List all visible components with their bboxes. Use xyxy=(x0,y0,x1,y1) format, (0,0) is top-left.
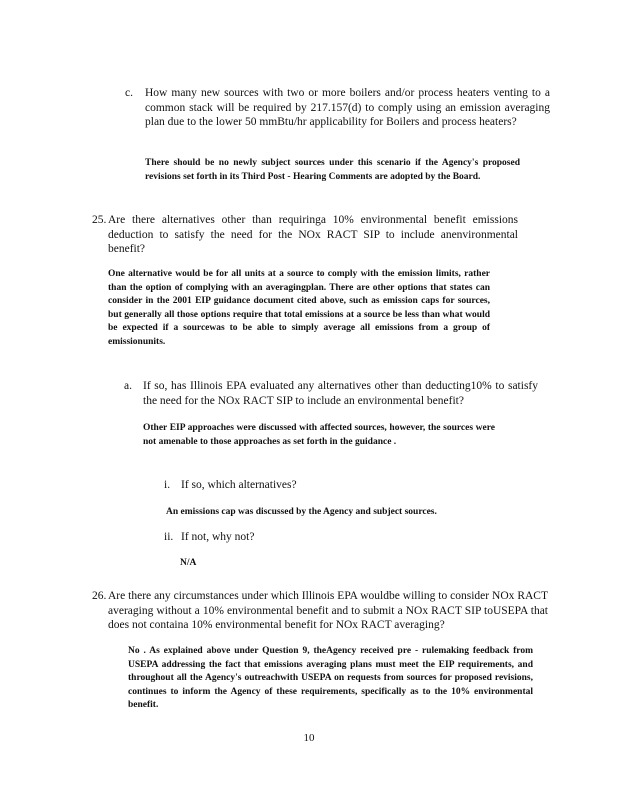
answer-25: One alternative would be for all units at a source to comply with the emission limits, rather than the option of complying with an averagingplan. There are other options that states can consider in the 2001 EIP guidance document cited above, such as emission caps for sources, but generally all those options require that total emissions at a source be less than what would be expected if a sourcewas to be able to simply average all emissions from a group of emissionunits. xyxy=(108,269,490,347)
answer-c: There should be no newly subject sources under this scenario if the Agency's proposed revisions set forth in its Third Post - Hearing Comments are adopted by the Board. xyxy=(145,158,520,182)
question-25a-marker: a. xyxy=(124,380,132,392)
question-26-marker: 26. xyxy=(92,590,107,602)
question-25a-ii-text: If not, why not? xyxy=(181,531,255,543)
answer-26: No . As explained above under Question 9, theAgency received pre - rulemaking feedback from USEPA addressing the fact that emissions averaging plans must meet the EIP requirements, and throughout all the Agency's outreachwith USEPA on requests from sources for proposed revisions, continues to inform the Agency of these requirements, specifically as to the 10% environmental benefit. xyxy=(128,646,533,710)
question-25-marker: 25. xyxy=(92,214,107,226)
question-25a-i xyxy=(164,478,381,493)
answer-25a-ii: N/A xyxy=(180,558,197,568)
answer-25a-i: An emissions cap was discussed by the Agency and subject sources. xyxy=(166,507,437,517)
question-25a-ii-marker: ii. xyxy=(164,531,174,543)
question-25a-ii xyxy=(164,530,381,545)
question-c-marker: c. xyxy=(125,87,133,99)
question-c xyxy=(125,86,550,130)
question-25a-i-marker: i. xyxy=(164,479,171,491)
answer-25a: Other EIP approaches were discussed with affected sources, however, the sources were not amenable to those approaches as set forth in the guidance . xyxy=(143,423,495,447)
question-25a xyxy=(124,379,538,408)
question-25-text: Are there alternatives other than requiringa 10% environmental benefit emissions deduction to satisfy the need for the NOx RACT SIP to include anenvironmental benefit? xyxy=(108,214,518,255)
page-number: 10 xyxy=(303,732,315,744)
question-25a-text: If so, has Illinois EPA evaluated any alternatives other than deducting10% to satisfy the need for the NOx RACT SIP to include an environmental benefit? xyxy=(143,380,538,407)
question-25a-i-text: If so, which alternatives? xyxy=(181,479,297,491)
question-26-text: Are there any circumstances under which Illinois EPA wouldbe willing to consider NOx RACT averaging without a 10% environmental benefit and to submit a NOx RACT SIP toUSEPA that does not containa 10% environmental benefit for NOx RACT averaging? xyxy=(108,590,548,631)
question-25 xyxy=(92,213,518,257)
question-26 xyxy=(92,589,548,633)
question-c-text: How many new sources with two or more boilers and/or process heaters venting to a common stack will be required by 217.157(d) to comply using an emission averaging plan due to the lower 50 mmBtu/hr applicability for Boilers and process heaters? xyxy=(145,87,550,128)
